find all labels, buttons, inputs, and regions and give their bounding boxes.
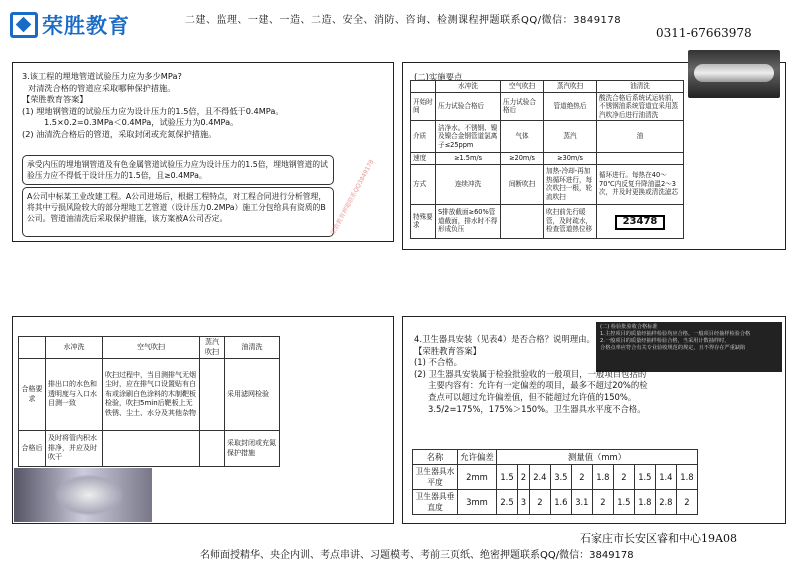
table-cell: 1.8 xyxy=(592,465,613,490)
table-cell xyxy=(597,204,684,238)
table-row xyxy=(411,164,684,204)
code-box: 23478 xyxy=(615,215,666,230)
table-cell: 方式 xyxy=(411,164,436,204)
note-line: 合格点率应符合有关专业验收规范的规定，且不得存在严重缺陷 xyxy=(600,345,746,351)
q3-answer-1: (1) 埋地钢管道的试验压力应为设计压力的1.5倍，且不得低于0.4MPa。 xyxy=(22,105,284,116)
table-cell: 2 xyxy=(518,465,530,490)
table-cell: 3.5 xyxy=(550,465,571,490)
table-cell: 2mm xyxy=(458,465,497,490)
table-cell: 洁净水。不锈钢、镍及镍合金钢管道氯离子≤25ppm xyxy=(436,121,501,153)
table-cell: 吹扫过程中，当目测排气无烟尘时，应在排气口设置贴有白布或涂刷白色涂料的木制靶板检验，吹扫5min后靶板上无铁锈、尘土、水分及其他杂物 xyxy=(103,359,200,431)
note-line: (二) 检验批验收合格标准 xyxy=(600,324,658,330)
table-cell: 1.8 xyxy=(676,465,697,490)
impl-header-cell: 油清洗 xyxy=(597,81,684,93)
table-cell xyxy=(200,359,225,431)
q4-header-row xyxy=(413,450,698,465)
clean-header-cell xyxy=(19,337,46,359)
impl-title: (二)实施要点 xyxy=(414,72,463,82)
table-cell: 3.1 xyxy=(571,490,592,515)
table-cell: 2.4 xyxy=(529,465,550,490)
table-cell xyxy=(501,204,544,238)
table-cell: 2 xyxy=(676,490,697,515)
q3-answer-1b: 1.5×0.2=0.3MPa＜0.4MPa，试验压力为0.4MPa。 xyxy=(44,117,239,127)
clean-header-cell: 水冲洗 xyxy=(46,337,103,359)
q3-question-line2: 对清洗合格的管道应采取哪种保护措施。 xyxy=(28,82,176,93)
q4-answer-1: (1) 不合格。 xyxy=(414,357,463,368)
table-cell: 压力试验合格后 xyxy=(436,92,501,121)
footer-banner: 名师面授精华、央企内训、考点串讲、习题模考、考前三页纸、绝密押题联系QQ/微信：3849178 xyxy=(200,550,634,561)
clean-header-cell: 空气吹扫 xyxy=(103,337,200,359)
watermark: 荣胜教育押题联系QQ3849178 xyxy=(329,158,376,237)
table-cell: 1.8 xyxy=(634,490,655,515)
table-cell: 1.5 xyxy=(497,465,518,490)
footer-address: 石家庄市长安区睿和中心19A08 xyxy=(580,532,737,545)
q4-header-cell: 测量值（mm） xyxy=(497,450,698,465)
impl-header-cell: 空气吹扫 xyxy=(501,81,544,93)
clean-header-cell: 油清洗 xyxy=(225,337,280,359)
table-cell: 卫生器具垂直度 xyxy=(413,490,458,515)
table-cell: 1.5 xyxy=(613,490,634,515)
table-row xyxy=(413,465,698,490)
table-cell: 排出口的水色和透明度与入口水目测一致 xyxy=(46,359,103,431)
table-cell: 采取封闭或充氮保护措施 xyxy=(225,431,280,467)
table-cell: 2 xyxy=(529,490,550,515)
table-cell: 2.5 xyxy=(497,490,518,515)
impl-header-cell: 蒸汽吹扫 xyxy=(544,81,597,93)
table-cell: 合格后 xyxy=(19,431,46,467)
q3-note-box-2: A公司中标某工业改建工程。A公司进场后，根据工程特点，对工程合同进行分析管理，将其中亏损风险较大的部分埋地工艺管道（设计压力0.2MPa）施工分包给具有资质的B公司。管道油清洗后采取保护措施，该方案被A公司否定。 xyxy=(22,187,334,237)
table-cell: 卫生器具水平度 xyxy=(413,465,458,490)
q4-answer-2d: 3.5/2=175%，175%＞150%。卫生器具水平度不合格。 xyxy=(428,403,646,414)
clean-header-cell: 蒸汽吹扫 xyxy=(200,337,225,359)
table-cell: 2 xyxy=(613,465,634,490)
table-cell: ≥20m/s xyxy=(501,153,544,165)
table-cell: 间断吹扫 xyxy=(501,164,544,204)
q4-answer-2c: 查点可以超过允许偏差值，但不能超过允许值的150%。 xyxy=(428,391,637,402)
q3-answer-head: 【荣胜教育答案】 xyxy=(22,94,88,104)
table-row xyxy=(411,204,684,238)
table-cell: 1.4 xyxy=(655,465,676,490)
q4-question xyxy=(414,334,648,415)
table-cell: 速度 xyxy=(411,153,436,165)
impl-header-row xyxy=(411,81,684,93)
header-phone: 0311-67663978 xyxy=(656,26,752,40)
table-row xyxy=(19,359,280,431)
note-line: 1.主控项目的质量经抽样检验均应合格。一般项目经抽样检验合格 xyxy=(600,331,751,337)
table-cell: 吹扫前先行暖管，及时疏水，检查管道热位移 xyxy=(544,204,597,238)
table-cell: 3mm xyxy=(458,490,497,515)
table-cell xyxy=(103,431,200,467)
table-cell xyxy=(200,431,225,467)
table-cell: 加热-冷却-再加热循环进行，每次吹扫一根，轮流吹扫 xyxy=(544,164,597,204)
impl-table xyxy=(410,80,684,239)
clean-table xyxy=(18,336,280,467)
table-cell: 及时将管内积水排净，并应及时吹干 xyxy=(46,431,103,467)
table-row xyxy=(411,121,684,153)
table-cell: 2 xyxy=(592,490,613,515)
q4-answer-2: (2) 卫生器具安装属于检验批验收的一般项目，一般项目包括的 xyxy=(414,368,647,379)
q3-question-line1: 3.该工程的埋地管道试验压力应为多少MPa? xyxy=(22,71,182,81)
table-cell: 3 xyxy=(518,490,530,515)
table-cell: S排放截面≥60%管道截面，排水时不得形成负压 xyxy=(436,204,501,238)
q4-answer-head: 【荣胜教育答案】 xyxy=(414,345,481,356)
q3-answer-2: (2) 油清洗合格后的管道，采取封闭或充氮保护措施。 xyxy=(22,128,217,139)
header-banner: 二建、监理、一建、一造、二造、安全、消防、咨询、检测课程押题联系QQ/微信：3849178 xyxy=(185,15,622,26)
table-cell: 开始时间 xyxy=(411,92,436,121)
table-cell: 2 xyxy=(571,465,592,490)
clean-header-row xyxy=(19,337,280,359)
table-cell: ≥1.5m/s xyxy=(436,153,501,165)
table-row xyxy=(411,92,684,121)
table-cell: 酸洗合格后系统试运转前，不锈钢油系统管道宜采用蒸汽吹净后进行油清洗 xyxy=(597,92,684,121)
table-cell: 气体 xyxy=(501,121,544,153)
table-cell: 合格要求 xyxy=(19,359,46,431)
q4-answer-2b: 主要内容有：允许有一定偏差的项目，最多不超过20%的检 xyxy=(428,380,648,391)
table-cell: 管道绝热后 xyxy=(544,92,597,121)
q4-header-cell: 允许偏差 xyxy=(458,450,497,465)
table-cell: 油 xyxy=(597,121,684,153)
table-cell: 压力试验合格后 xyxy=(501,92,544,121)
pipe-photo-2 xyxy=(14,468,152,522)
pipe-photo xyxy=(688,50,780,98)
table-cell: 介质 xyxy=(411,121,436,153)
table-cell: 蒸汽 xyxy=(544,121,597,153)
table-cell: ≥30m/s xyxy=(544,153,597,165)
table-row xyxy=(19,431,280,467)
table-cell: 循环进行。每热在40～70℃内反复升降油温2～3次，并及时更换或清洗滤芯 xyxy=(597,164,684,204)
q3-question xyxy=(22,71,284,140)
table-cell: 1.6 xyxy=(550,490,571,515)
table-cell: 连续冲洗 xyxy=(436,164,501,204)
table-cell: 1.5 xyxy=(634,465,655,490)
table-row xyxy=(413,490,698,515)
q4-header-cell: 名称 xyxy=(413,450,458,465)
table-cell: 特殊要求 xyxy=(411,204,436,238)
table-cell: 采用滤网检验 xyxy=(225,359,280,431)
table-cell xyxy=(597,153,684,165)
q4-question-line: 4.卫生器具安装（见表4）是否合格？说明理由。 xyxy=(414,334,595,344)
table-row xyxy=(411,153,684,165)
note-line: 2.一般项目的质量经抽样检验合格，当采用计数抽样时， xyxy=(600,338,730,344)
q4-table xyxy=(412,449,698,515)
q3-note-box-1: 承受内压的埋地钢管道及有色金属管道试验压力应为设计压力的1.5倍，埋地钢管道的试验压力应不得低于设计压力的1.5倍，且≥0.4MPa。 xyxy=(22,155,334,185)
logo-text: 荣胜教育 xyxy=(42,14,130,38)
impl-header-cell xyxy=(411,81,436,93)
logo xyxy=(10,8,136,42)
logo-icon xyxy=(10,12,38,38)
table-cell: 2.8 xyxy=(655,490,676,515)
impl-header-cell: 水冲洗 xyxy=(436,81,501,93)
